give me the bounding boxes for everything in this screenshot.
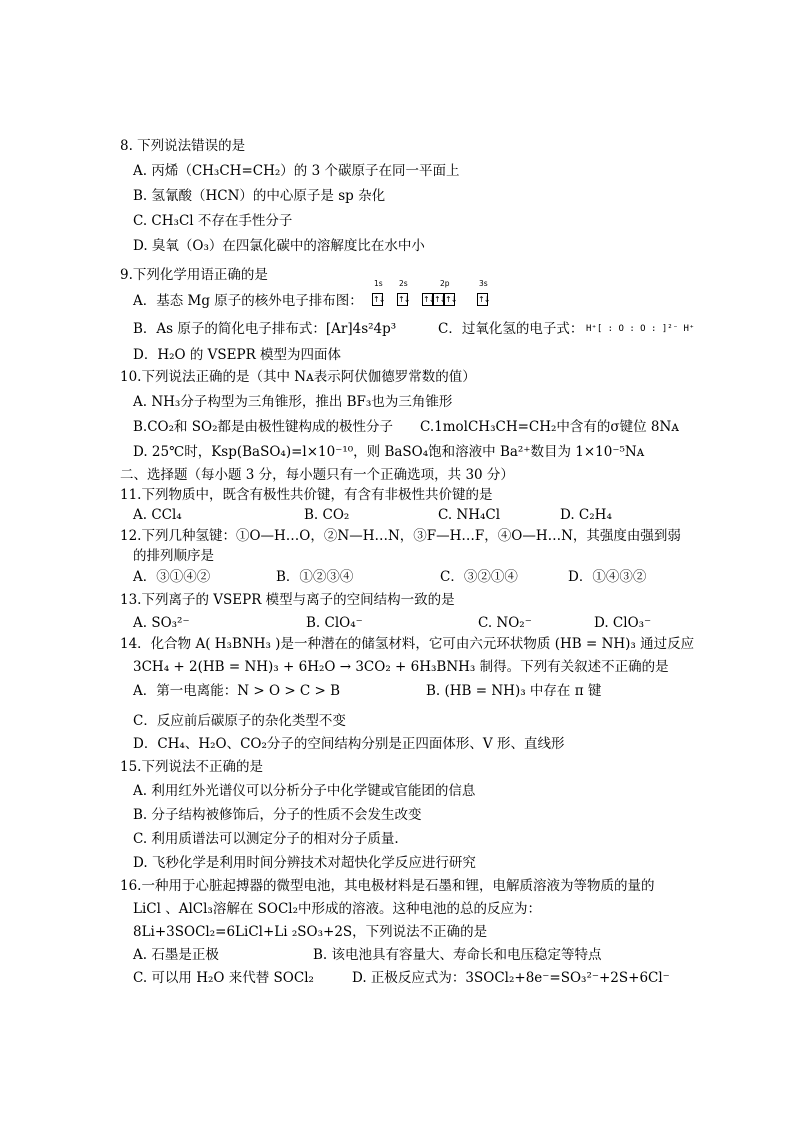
q8-stem: 8. 下列说法错误的是 — [120, 138, 246, 154]
q15-option-c: C. 利用质谱法可以测定分子的相对分子质量. — [133, 831, 399, 847]
q16-stem: 16.一种用于心脏起搏器的微型电池，其电极材料是石墨和锂，电解质溶液为等物质的量的 — [120, 878, 655, 894]
orbital-box-3s: ↑↓ — [478, 295, 490, 304]
q14-equation: 3CH₄ + 2(HB = NH)₃ + 6H₂O → 3CO₂ + 6H₃BNH₃ 制得。下列有关叙述不正确的是 — [133, 659, 669, 675]
q8-option-d: D. 臭氧（O₃）在四氯化碳中的溶解度比在水中小 — [133, 238, 425, 254]
q10-option-b: B.CO₂和 SO₂都是由极性键构成的极性分子 — [133, 419, 394, 435]
q9-stem: 9.下列化学用语正确的是 — [120, 267, 268, 283]
q16-option-d: D. 正极反应式为：3SOCl₂+8e⁻=SO₃²⁻+2S+6Cl⁻ — [352, 970, 670, 986]
q8-option-a: A. 丙烯（CH₃CH=CH₂）的 3 个碳原子在同一平面上 — [133, 163, 460, 179]
q14-option-d: D．CH₄、H₂O、CO₂分子的空间结构分别是正四面体形、V 形、直线形 — [133, 736, 565, 752]
section-heading: 二、选择题（每小题 3 分，每小题只有一个正确选项，共 30 分） — [120, 467, 514, 483]
q9-option-d: D．H₂O 的 VSEPR 模型为四面体 — [133, 347, 342, 363]
q16-option-c: C. 可以用 H₂O 来代替 SOCl₂ — [133, 970, 314, 986]
q12-option-d: D．①④③② — [568, 569, 647, 585]
q11-stem: 11.下列物质中，既含有极性共价键，有含有非极性共价键的是 — [120, 487, 493, 503]
q13-option-a: A. SO₃²⁻ — [133, 615, 190, 631]
q8-option-b: B. 氢氰酸（HCN）的中心原子是 sp 杂化 — [133, 188, 386, 204]
q15-option-a: A. 利用红外光谱仪可以分析分子中化学键或官能团的信息 — [133, 783, 476, 799]
q14-option-a: A．第一电离能：N > O > C > B — [133, 683, 341, 699]
q12-option-b: B．①②③④ — [276, 569, 354, 585]
q8-option-c: C. CH₃Cl 不存在手性分子 — [133, 213, 293, 229]
q16-option-a: A. 石墨是正极 — [133, 947, 219, 963]
q16-reaction: 8Li+3SOCl₂=6LiCl+Li ₂SO₃+2S，下列说法不正确的是 — [133, 924, 488, 940]
q10-option-c: C.1molCH₃CH=CH₂中含有的σ键位 8Nᴀ — [420, 419, 679, 435]
q9-option-a: A．基态 Mg 原子的核外电子排布图： — [133, 293, 363, 309]
q13-option-d: D. ClO₃⁻ — [594, 615, 652, 631]
orbital-label-1s: 1s — [374, 279, 383, 288]
orbital-box-2p-2: ↑↓ — [434, 295, 446, 304]
orbital-box-2p-3: ↑↓ — [445, 295, 457, 304]
q14-stem: 14．化合物 A( H₃BNH₃ )是一种潜在的储氢材料，它可由六元环状物质 (HB = NH)₃ 通过反应 — [120, 636, 695, 652]
q15-option-d: D. 飞秒化学是利用时间分辨技术对超快化学反应进行研究 — [133, 855, 476, 871]
orbital-box-2p-1: ↑↓ — [423, 295, 435, 304]
q9-option-b: B．As 原子的简化电子排布式：[Ar]4s²4p³ — [133, 321, 397, 337]
q10-option-d: D. 25℃时，Ksp(BaSO₄)=l×10⁻¹⁰，则 BaSO₄饱和溶液中 Ba²⁺数目为 1×10⁻⁵Nᴀ — [133, 444, 645, 460]
orbital-box-1s: ↑↓ — [373, 295, 385, 304]
orbital-label-2s: 2s — [399, 279, 408, 288]
orbital-box-2s: ↑↓ — [398, 295, 410, 304]
q16-stem-continued: LiCl 、AlCl₃溶解在 SOCl₂中形成的溶液。这种电池的总的反应为： — [133, 901, 542, 917]
q12-option-a: A．③①④② — [133, 569, 211, 585]
q10-stem: 10.下列说法正确的是（其中 Nᴀ表示阿伏伽德罗常数的值） — [120, 369, 476, 385]
q10-option-a: A. NH₃分子构型为三角锥形，推出 BF₃也为三角锥形 — [133, 394, 453, 410]
q12-stem-continued: 的排列顺序是 — [133, 548, 214, 564]
q13-option-c: C. NO₂⁻ — [478, 615, 532, 631]
q11-option-c: C. NH₄Cl — [438, 507, 501, 523]
orbital-label-2p: 2p — [440, 279, 450, 288]
q12-stem: 12.下列几种氢键：①O—H…O，②N—H…N，③F—H…F，④O—H…N，其强度由强到弱 — [120, 528, 681, 544]
q16-option-b: B. 该电池具有容量大、寿命长和电压稳定等特点 — [313, 947, 602, 963]
q11-option-d: D. C₂H₄ — [560, 507, 612, 523]
q11-option-b: B. CO₂ — [304, 507, 350, 523]
q11-option-a: A. CCl₄ — [133, 507, 182, 523]
q15-option-b: B. 分子结构被修饰后，分子的性质不会发生改变 — [133, 807, 422, 823]
orbital-label-3s: 3s — [479, 279, 488, 288]
q13-option-b: B. ClO₄⁻ — [306, 615, 363, 631]
q14-option-c: C．反应前后碳原子的杂化类型不变 — [133, 713, 346, 729]
q14-option-b: B. (HB = NH)₃ 中存在 π 键 — [426, 683, 602, 699]
q9-option-c: C．过氧化氢的电子式： — [438, 321, 584, 337]
q13-stem: 13.下列离子的 VSEPR 模型与离子的空间结构一致的是 — [120, 592, 455, 608]
q12-option-c: C．③②①④ — [440, 569, 518, 585]
peroxide-electron-formula: H⁺[ : O : O : ]²⁻ H⁺ — [586, 324, 695, 334]
mg-orbital-diagram — [368, 279, 508, 311]
q15-stem: 15.下列说法不正确的是 — [120, 759, 263, 775]
